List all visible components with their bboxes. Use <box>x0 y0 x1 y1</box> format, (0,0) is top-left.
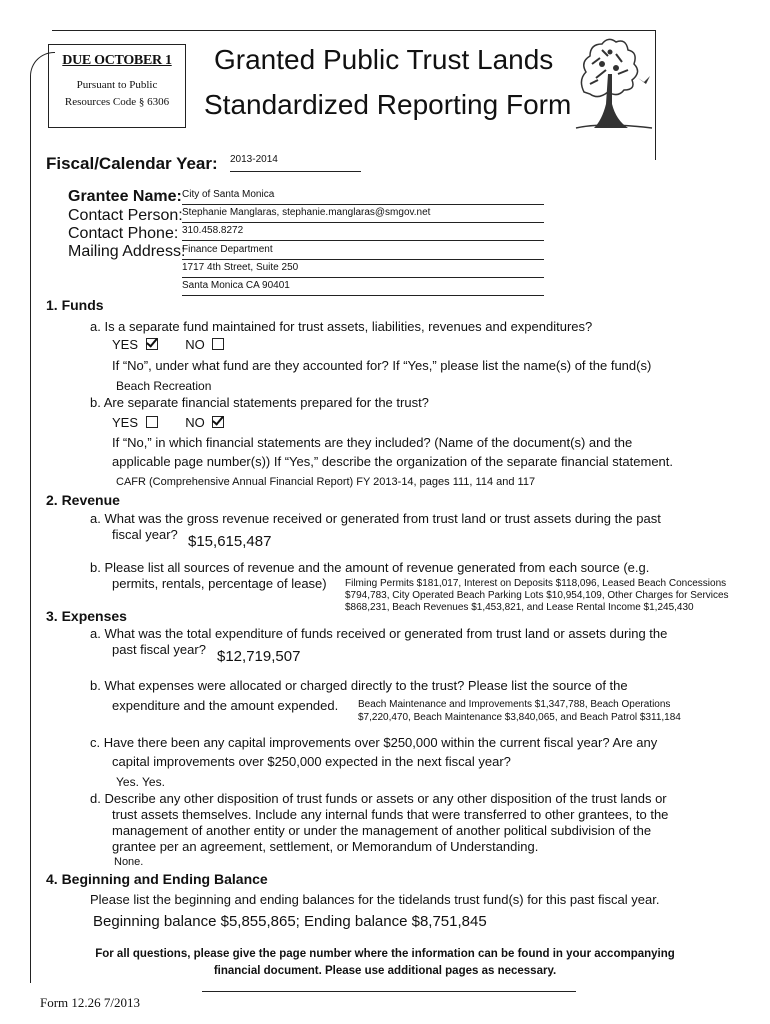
expenses-question-b-line-2: expenditure and the amount expended. <box>112 698 339 713</box>
section-expenses-heading: 3. Expenses <box>46 608 127 624</box>
expenses-question-d-line-2: trust assets themselves. Include any internal funds that were transferred to other grantees, to the <box>112 807 669 822</box>
citation-line-2: Resources Code § 6306 <box>64 96 170 108</box>
revenue-a-answer[interactable]: $15,615,487 <box>188 533 272 550</box>
balance-question: Please list the beginning and ending balances for the tidelands trust fund(s) for this past fiscal year. <box>90 892 660 907</box>
funds-a-options <box>112 336 224 353</box>
funds-a-answer[interactable]: Beach Recreation <box>116 379 212 393</box>
footer-instructions-line-2: financial document. Please use additional pages as necessary. <box>213 965 557 977</box>
frame-left-border <box>30 52 55 983</box>
contact-person-label: Contact Person: <box>68 207 183 224</box>
mailing-address-line-1[interactable]: Finance Department <box>182 244 544 260</box>
grantee-name-label: Grantee Name: <box>68 188 182 205</box>
section-revenue-heading: 2. Revenue <box>46 492 120 508</box>
contact-person-field[interactable]: Stephanie Manglaras, stephanie.manglaras@smgov.net <box>182 207 544 223</box>
section-funds-heading: 1. Funds <box>46 297 104 313</box>
funds-b-no-checkbox[interactable] <box>212 416 224 428</box>
revenue-b-answer-line-1[interactable]: Filming Permits $181,017, Interest on Deposits $118,096, Leased Beach Concessions <box>345 578 727 589</box>
fiscal-year-label: Fiscal/Calendar Year: <box>46 154 218 173</box>
frame-top-border <box>52 30 656 31</box>
mailing-address-line-2[interactable]: 1717 4th Street, Suite 250 <box>182 262 544 278</box>
funds-a-no-label: NO <box>185 337 205 352</box>
expenses-question-a-line-1: a. What was the total expenditure of funds received or generated from trust land or assets during the <box>90 626 668 641</box>
due-date-box <box>48 44 186 128</box>
footer-instructions <box>40 946 730 980</box>
funds-a-yes-checkbox[interactable] <box>146 338 158 350</box>
expenses-question-a-line-2: past fiscal year? <box>112 642 206 657</box>
contact-phone-field[interactable]: 310.458.8272 <box>182 225 544 241</box>
expenses-question-d-line-4: grantee per an agreement, settlement, or Memorandum of Understanding. <box>112 839 539 854</box>
expenses-b-answer-line-1[interactable]: Beach Maintenance and Improvements $1,347,788, Beach Operations <box>358 699 671 710</box>
footer-instructions-line-1: For all questions, please give the page number where the information can be found in your accompanying <box>95 948 675 960</box>
funds-b-yes-checkbox[interactable] <box>146 416 158 428</box>
state-lands-logo-icon <box>572 34 656 132</box>
expenses-b-answer-line-2[interactable]: $7,220,470, Beach Maintenance $3,840,065, and Beach Patrol $311,184 <box>358 712 681 723</box>
signature-line <box>202 991 576 992</box>
funds-a-no-checkbox[interactable] <box>212 338 224 350</box>
funds-b-answer[interactable]: CAFR (Comprehensive Annual Financial Report) FY 2013-14, pages 111, 114 and 117 <box>116 476 536 488</box>
expenses-c-answer[interactable]: Yes. Yes. <box>116 775 165 789</box>
fiscal-year-field[interactable]: 2013-2014 <box>230 154 361 172</box>
expenses-question-c-line-1: c. Have there been any capital improvements over $250,000 within the current fiscal year? Are any <box>90 735 658 750</box>
funds-question-a: a. Is a separate fund maintained for trust assets, liabilities, revenues and expenditures? <box>90 319 593 334</box>
grantee-name-field[interactable]: City of Santa Monica <box>182 189 544 205</box>
form-title-line-2: Standardized Reporting Form <box>204 89 572 120</box>
funds-a-followup: If “No”, under what fund are they accounted for? If “Yes,” please list the name(s) of the fund(s) <box>112 358 652 373</box>
due-date-title: DUE OCTOBER 1 <box>62 53 172 68</box>
funds-b-yes-label: YES <box>112 415 139 430</box>
contact-phone-label: Contact Phone: <box>68 225 179 242</box>
expenses-question-c-line-2: capital improvements over $250,000 expected in the next fiscal year? <box>112 754 511 769</box>
form-title-line-1: Granted Public Trust Lands <box>214 44 554 75</box>
revenue-question-b-line-1: b. Please list all sources of revenue and the amount of revenue generated from each source (e.g. <box>90 560 650 575</box>
revenue-question-b-line-2: permits, rentals, percentage of lease) <box>112 576 327 591</box>
expenses-d-answer[interactable]: None. <box>114 856 144 868</box>
due-date-citation <box>49 77 185 111</box>
mailing-address-line-3[interactable]: Santa Monica CA 90401 <box>182 280 544 296</box>
form-number: Form 12.26 7/2013 <box>40 995 141 1010</box>
revenue-question-a-line-1: a. What was the gross revenue received or generated from trust land or trust assets during the past <box>90 511 661 526</box>
expenses-question-d-line-3: management of another entity or under the management of another political subdivision of the <box>112 823 652 838</box>
funds-b-no-label: NO <box>185 415 205 430</box>
funds-b-followup-2: applicable page number(s)) If “Yes,” describe the organization of the separate financial statement. <box>112 454 674 469</box>
section-balance-heading: 4. Beginning and Ending Balance <box>46 871 268 887</box>
funds-b-options <box>112 414 224 431</box>
balance-answer[interactable]: Beginning balance $5,855,865; Ending balance $8,751,845 <box>93 913 487 930</box>
revenue-b-answer-line-2[interactable]: $794,783, City Operated Beach Parking Lots $10,954,109, Other Charges for Services <box>345 590 729 601</box>
expenses-a-answer[interactable]: $12,719,507 <box>217 648 301 665</box>
funds-question-b: b. Are separate financial statements prepared for the trust? <box>90 395 429 410</box>
funds-b-followup-1: If “No,” in which financial statements are they included? (Name of the document(s) and the <box>112 435 633 450</box>
citation-line-1: Pursuant to Public <box>76 79 158 91</box>
expenses-question-b-line-1: b. What expenses were allocated or charged directly to the trust? Please list the source of the <box>90 678 628 693</box>
mailing-address-label: Mailing Address: <box>68 243 186 260</box>
revenue-question-a-line-2: fiscal year? <box>112 527 178 542</box>
revenue-b-answer-line-3[interactable]: $868,231, Beach Revenues $1,453,821, and Lease Rental Income $1,245,430 <box>345 602 694 613</box>
funds-a-yes-label: YES <box>112 337 139 352</box>
expenses-question-d-line-1: d. Describe any other disposition of trust funds or assets or any other disposition of the trust lands or <box>90 791 667 806</box>
